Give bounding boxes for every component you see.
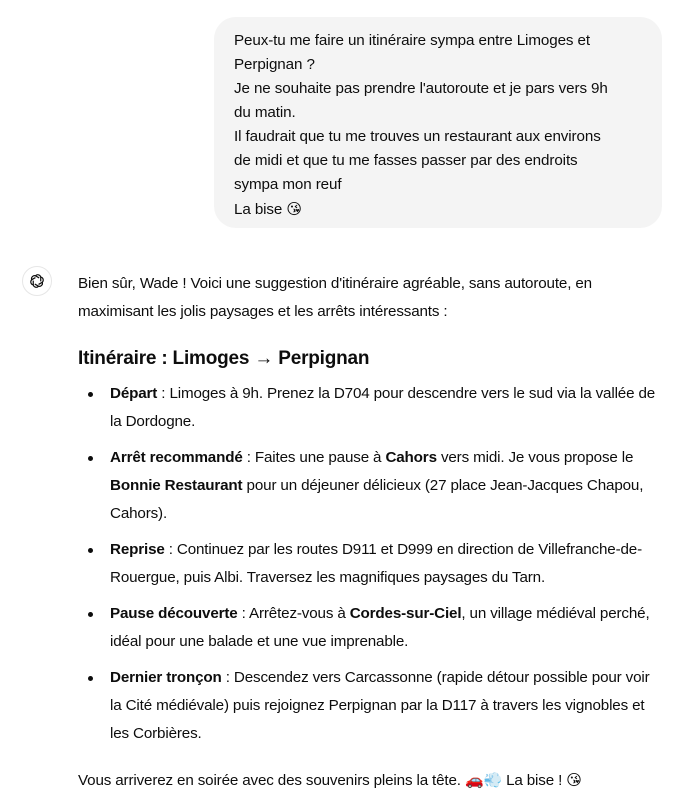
item-label: Arrêt recommandé (110, 449, 243, 466)
assistant-avatar (22, 266, 52, 296)
user-message-bubble (214, 17, 662, 228)
car-dash-emoji-icon: 🚗💨 (464, 771, 502, 789)
item-label: Dernier tronçon (110, 669, 222, 686)
assistant-outro (78, 766, 660, 795)
user-message-line: Perpignan ? (234, 56, 315, 73)
item-text: , un village médiéval perché, idéal pour une balade et une vue imprenable. (110, 605, 650, 650)
item-bold: Bonnie Restaurant (110, 477, 243, 494)
item-label: Pause découverte (110, 605, 238, 622)
user-message-line: Je ne souhaite pas prendre l'autoroute et je pars vers 9h (234, 80, 608, 97)
item-text: Continuez par les routes D911 et D999 en direction de Villefranche-de-Rouergue, puis Albi. Traversez les magnifiques paysages du Tarn. (110, 541, 642, 586)
kiss-emoji-icon: 😘 (566, 771, 582, 789)
item-text: Faites une pause à (254, 449, 386, 466)
item-text: Descendez vers Carcassonne (rapide détour possible pour voir la Cité médiévale) puis rejoignez Perpignan par la D117 à travers les vignobles et les Corbières. (110, 669, 650, 742)
user-message-line: de midi et que tu me fasses passer par des endroits (234, 152, 578, 169)
item-text: Arrêtez-vous à (248, 605, 350, 622)
outro-signoff: La bise ! (506, 772, 563, 789)
item-separator: : (164, 541, 177, 558)
user-message-signoff: La bise (234, 201, 283, 218)
list-item-arret (110, 444, 660, 528)
item-label: Reprise (110, 541, 165, 558)
item-label: Départ (110, 385, 158, 402)
item-separator: : (221, 669, 234, 686)
user-message-line: Il faudrait que tu me trouves un restaurant aux environs (234, 128, 601, 145)
item-text: vers midi. Je vous propose le (436, 449, 634, 466)
itinerary-list (78, 380, 660, 748)
item-separator: : (157, 385, 170, 402)
assistant-intro: Bien sûr, Wade ! Voici une suggestion d'itinéraire agréable, sans autoroute, en maximisant les jolis paysages et les arrêts intéressants : (78, 275, 592, 320)
item-text: Limoges à 9h. Prenez la D704 pour descendre vers le sud via la vallée de la Dordogne. (110, 385, 656, 430)
item-separator: : (242, 449, 255, 466)
item-separator: : (237, 605, 249, 622)
outro-text: Vous arriverez en soirée avec des souvenirs pleins la tête. (78, 772, 461, 789)
kiss-emoji-icon: 😘 (286, 200, 302, 218)
user-message-line: du matin. (234, 104, 296, 121)
user-message-line (234, 197, 642, 222)
user-message-line: sympa mon reuf (234, 176, 342, 193)
itinerary-heading: Itinéraire : Limoges → Perpignan (78, 348, 370, 369)
item-bold: Cordes-sur-Ciel (349, 605, 462, 622)
item-text: pour un déjeuner délicieux (27 place Jean-Jacques Chapou, Cahors). (110, 477, 644, 522)
list-item-pause (110, 600, 660, 656)
item-bold: Cahors (385, 449, 437, 466)
openai-logo-icon (28, 272, 46, 290)
list-item-reprise (110, 536, 660, 592)
list-item-dernier (110, 664, 660, 748)
assistant-message (78, 270, 660, 795)
list-item-depart (110, 380, 660, 436)
user-message-line: Peux-tu me faire un itinéraire sympa entre Limoges et (234, 32, 590, 49)
